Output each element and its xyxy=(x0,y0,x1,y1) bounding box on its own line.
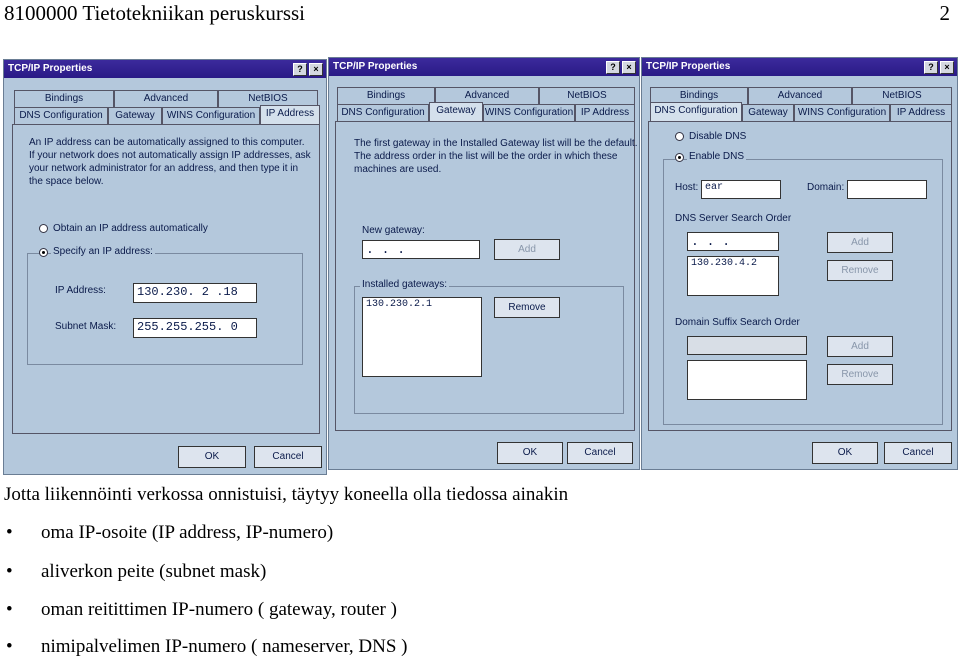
domain-suffix-field[interactable] xyxy=(687,336,807,355)
tab-bindings[interactable]: Bindings xyxy=(650,87,748,104)
description-line: your network administrator for an address, and then type it in xyxy=(29,163,299,174)
tab-panel xyxy=(335,121,638,431)
domain-label: Domain: xyxy=(807,182,845,193)
help-icon[interactable]: ? xyxy=(924,61,938,74)
radio-label: Obtain an IP address automatically xyxy=(53,223,208,234)
tab-ip-address[interactable]: IP Address xyxy=(260,105,320,124)
tab-dns-configuration[interactable]: DNS Configuration xyxy=(650,102,742,121)
installed-gateways-list[interactable]: 130.230.2.1 xyxy=(362,297,482,377)
bullet-item: nimipalvelimen IP-numero ( nameserver, DNS ) xyxy=(41,636,408,657)
tab-gateway[interactable]: Gateway xyxy=(742,104,794,121)
remove-domain-suffix-button[interactable]: Remove xyxy=(827,364,893,385)
help-icon[interactable]: ? xyxy=(293,63,307,76)
radio-enable-dns[interactable] xyxy=(675,153,684,162)
description-line: machines are used. xyxy=(354,164,442,175)
cancel-button[interactable]: Cancel xyxy=(884,442,952,464)
description-line: The address order in the list will be the order in which these xyxy=(354,151,618,162)
domain-suffix-list[interactable] xyxy=(687,360,807,400)
remove-gateway-button[interactable]: Remove xyxy=(494,297,560,318)
tcpip-dialog-gateway xyxy=(328,57,640,470)
tab-advanced[interactable]: Advanced xyxy=(435,87,539,104)
dialog-title: TCP/IP Properties xyxy=(642,58,957,76)
bullet-item: oma IP-osoite (IP address, IP-numero) xyxy=(41,522,334,543)
subnet-mask-field[interactable]: 255.255.255. 0 xyxy=(133,318,257,338)
tab-panel xyxy=(648,121,952,431)
tab-advanced[interactable]: Advanced xyxy=(748,87,852,104)
bullet: • xyxy=(6,599,13,620)
radio-label: Specify an IP address: xyxy=(53,246,153,257)
tab-panel xyxy=(12,124,320,434)
close-icon[interactable]: × xyxy=(622,61,636,74)
remove-dns-server-button[interactable]: Remove xyxy=(827,260,893,281)
domain-field[interactable] xyxy=(847,180,927,199)
description-line: If your network does not automatically assign IP addresses, ask xyxy=(29,150,311,161)
host-field[interactable]: ear xyxy=(701,180,781,199)
tab-gateway[interactable]: Gateway xyxy=(429,102,483,121)
tab-netbios[interactable]: NetBIOS xyxy=(218,90,318,107)
tab-ip-address[interactable]: IP Address xyxy=(890,104,952,121)
host-label: Host: xyxy=(675,182,699,193)
tab-wins-configuration[interactable]: WINS Configuration xyxy=(483,104,575,121)
tcpip-dialog-ip-address xyxy=(3,59,327,475)
domain-suffix-order-label: Domain Suffix Search Order xyxy=(675,317,800,328)
tab-gateway[interactable]: Gateway xyxy=(108,107,162,124)
close-icon[interactable]: × xyxy=(940,61,954,74)
radio-specify-ip[interactable] xyxy=(39,248,48,257)
tab-dns-configuration[interactable]: DNS Configuration xyxy=(337,104,429,121)
tab-bindings[interactable]: Bindings xyxy=(14,90,114,107)
tab-wins-configuration[interactable]: WINS Configuration xyxy=(162,107,260,124)
subnet-mask-label: Subnet Mask: xyxy=(55,321,117,332)
ok-button[interactable]: OK xyxy=(497,442,563,464)
specify-group xyxy=(27,253,303,365)
ip-address-label: IP Address: xyxy=(55,285,106,296)
help-icon[interactable]: ? xyxy=(606,61,620,74)
description-line: the space below. xyxy=(29,176,104,187)
tcpip-dialog-dns xyxy=(641,57,958,470)
radio-disable-dns[interactable] xyxy=(675,132,684,141)
new-gateway-label: New gateway: xyxy=(362,225,425,236)
bullet-item: oman reitittimen IP-numero ( gateway, router ) xyxy=(41,599,397,620)
new-gateway-field[interactable]: . . . xyxy=(362,240,480,259)
tab-bindings[interactable]: Bindings xyxy=(337,87,435,104)
add-domain-suffix-button[interactable]: Add xyxy=(827,336,893,357)
tab-netbios[interactable]: NetBIOS xyxy=(539,87,635,104)
tab-advanced[interactable]: Advanced xyxy=(114,90,218,107)
dialog-title: TCP/IP Properties xyxy=(4,60,326,78)
radio-label: Disable DNS xyxy=(689,131,747,142)
ip-address-field[interactable]: 130.230. 2 .18 xyxy=(133,283,257,303)
installed-gateways-label: Installed gateways: xyxy=(362,279,448,290)
cancel-button[interactable]: Cancel xyxy=(254,446,322,468)
description-line: The first gateway in the Installed Gateway list will be the default. xyxy=(354,138,638,149)
add-dns-server-button[interactable]: Add xyxy=(827,232,893,253)
dialog-title: TCP/IP Properties xyxy=(329,58,639,76)
tab-dns-configuration[interactable]: DNS Configuration xyxy=(14,107,108,124)
tab-wins-configuration[interactable]: WINS Configuration xyxy=(794,104,890,121)
dns-server-field[interactable]: . . . xyxy=(687,232,779,251)
description-line: An IP address can be automatically assigned to this computer. xyxy=(29,137,305,148)
page-number: 2 xyxy=(939,1,950,25)
dns-server-order-label: DNS Server Search Order xyxy=(675,213,792,224)
ok-button[interactable]: OK xyxy=(178,446,246,468)
cancel-button[interactable]: Cancel xyxy=(567,442,633,464)
radio-obtain-automatically[interactable] xyxy=(39,224,48,233)
bullet: • xyxy=(6,636,13,657)
intro-text: Jotta liikennöinti verkossa onnistuisi, täytyy koneella olla tiedossa ainakin xyxy=(4,484,569,505)
dns-server-list[interactable]: 130.230.4.2 xyxy=(687,256,779,296)
ok-button[interactable]: OK xyxy=(812,442,878,464)
bullet: • xyxy=(6,522,13,543)
add-gateway-button[interactable]: Add xyxy=(494,239,560,260)
tab-netbios[interactable]: NetBIOS xyxy=(852,87,952,104)
close-icon[interactable]: × xyxy=(309,63,323,76)
page-header-title: 8100000 Tietotekniikan peruskurssi xyxy=(4,1,306,25)
tab-ip-address[interactable]: IP Address xyxy=(575,104,635,121)
radio-label: Enable DNS xyxy=(689,151,745,162)
bullet-item: aliverkon peite (subnet mask) xyxy=(41,561,267,582)
bullet: • xyxy=(6,561,13,582)
